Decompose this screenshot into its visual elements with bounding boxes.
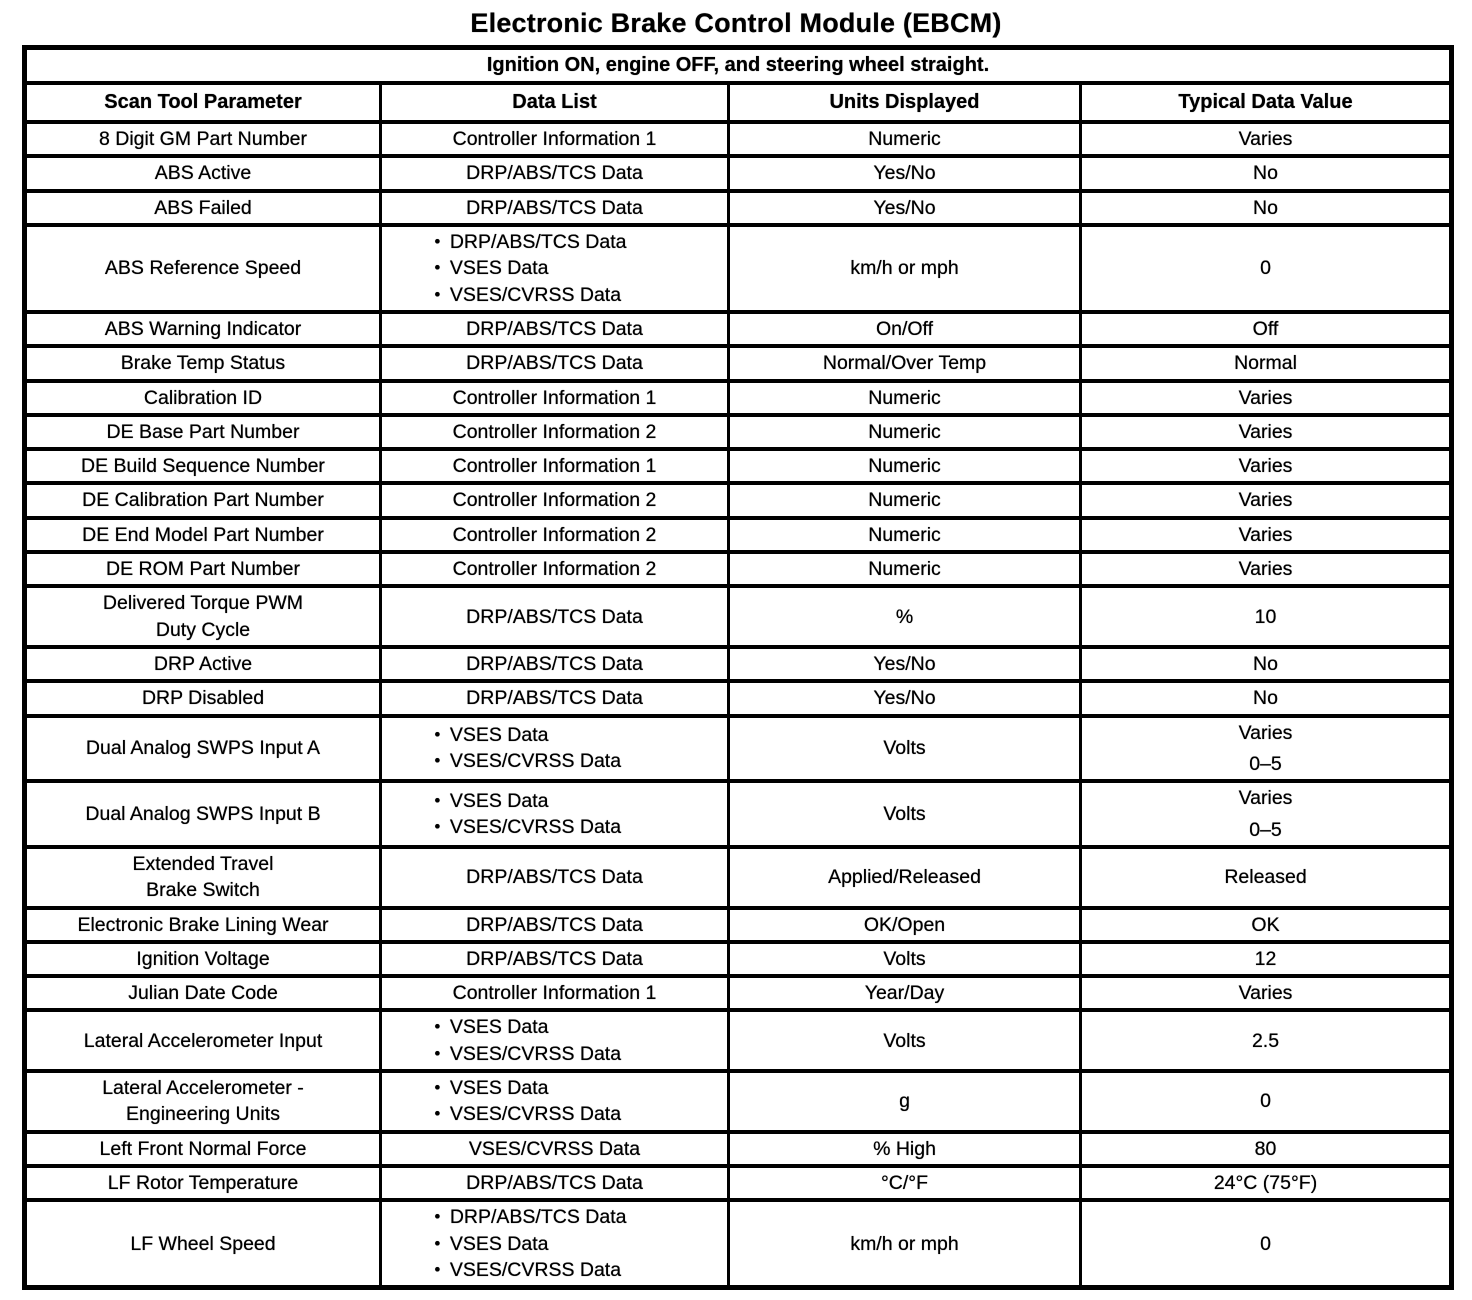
data-list-cell <box>381 381 729 415</box>
data-list-cell <box>381 1010 729 1071</box>
data-list-bullet-item <box>434 722 721 748</box>
param-cell <box>25 225 381 312</box>
table-row <box>25 1010 1452 1071</box>
bullet-icon: • <box>434 1234 441 1253</box>
data-list-text: VSES/CVRSS Data <box>468 1137 641 1160</box>
param-cell <box>25 191 381 225</box>
value-cell <box>1081 781 1452 847</box>
data-list-bullet-item <box>434 1257 721 1283</box>
table-row <box>25 976 1452 1010</box>
data-list-cell <box>381 312 729 346</box>
data-list-cell <box>381 346 729 380</box>
value-cell <box>1081 847 1452 908</box>
value-cell <box>1081 415 1452 449</box>
param-cell <box>25 415 381 449</box>
param-cell <box>25 1071 381 1132</box>
param-line: Calibration ID <box>143 386 263 409</box>
data-list-text: Controller Information 1 <box>452 455 657 478</box>
data-list-text: VSES/CVRSS Data <box>449 816 622 839</box>
test-condition-text: Ignition ON, engine OFF, and steering wheel straight. <box>25 48 1452 84</box>
data-list-text: Controller Information 2 <box>452 558 657 581</box>
value-line: Varies <box>1238 787 1293 810</box>
data-list-bullet-item <box>434 255 721 281</box>
data-list-text: DRP/ABS/TCS Data <box>466 866 643 889</box>
data-list-text: DRP/ABS/TCS Data <box>466 352 643 375</box>
value-cell <box>1081 647 1452 681</box>
data-list-cell <box>381 1132 729 1166</box>
data-list-text: VSES/CVRSS Data <box>449 1103 622 1126</box>
value-line: 2.5 <box>1251 1029 1280 1052</box>
data-list-bullet-item <box>434 1014 721 1040</box>
value-line: Varies <box>1238 721 1293 744</box>
value-line: Off <box>1252 317 1279 340</box>
table-row <box>25 781 1452 847</box>
param-line: ABS Failed <box>154 196 252 219</box>
units-cell: Volts <box>729 781 1081 847</box>
data-list-text: DRP/ABS/TCS Data <box>449 1206 627 1229</box>
data-list-text: DRP/ABS/TCS Data <box>466 605 643 628</box>
data-list-cell <box>381 483 729 517</box>
col-header-scan-tool-parameter: Scan Tool Parameter <box>25 83 381 122</box>
units-cell: Numeric <box>729 122 1081 156</box>
param-line: Duty Cycle <box>155 618 251 641</box>
table-row <box>25 716 1452 782</box>
data-list-text: VSES Data <box>449 257 549 280</box>
table-row <box>25 156 1452 190</box>
param-cell <box>25 908 381 942</box>
data-list-text: Controller Information 2 <box>452 489 657 512</box>
data-list-bullet-item <box>434 1075 721 1101</box>
param-cell <box>25 122 381 156</box>
value-line: No <box>1253 687 1278 710</box>
data-list-cell <box>381 976 729 1010</box>
value-cell <box>1081 156 1452 190</box>
param-line: Brake Switch <box>146 879 260 902</box>
bullet-icon: • <box>434 285 441 304</box>
value-line: 12 <box>1254 947 1277 970</box>
data-list-text: DRP/ABS/TCS Data <box>466 687 643 710</box>
value-line: 24°C (75°F) <box>1213 1172 1318 1194</box>
value-line: 0 <box>1260 1232 1271 1255</box>
units-cell: Yes/No <box>729 156 1081 190</box>
data-list-bullet-item <box>434 748 721 774</box>
bullet-icon: • <box>434 1044 441 1064</box>
data-list-cell <box>381 449 729 483</box>
data-list-cell <box>381 586 729 647</box>
value-cell <box>1081 1132 1452 1166</box>
param-line: Dual Analog SWPS Input B <box>85 802 321 825</box>
param-cell <box>25 381 381 415</box>
value-line: No <box>1253 162 1278 185</box>
data-list-cell <box>381 908 729 942</box>
value-cell <box>1081 449 1452 483</box>
table-row <box>25 647 1452 681</box>
units-cell: Volts <box>729 942 1081 976</box>
param-cell <box>25 518 381 552</box>
bullet-icon: • <box>434 1260 441 1280</box>
table-row <box>25 191 1452 225</box>
data-list-bullet-item <box>434 814 721 840</box>
table-row <box>25 449 1452 483</box>
data-list-cell <box>381 225 729 312</box>
units-cell: °C/°F <box>729 1166 1081 1200</box>
data-list-text: VSES Data <box>449 1232 549 1255</box>
param-cell <box>25 847 381 908</box>
data-list-text: Controller Information 2 <box>452 420 657 443</box>
param-line: Dual Analog SWPS Input A <box>85 737 321 760</box>
units-cell: On/Off <box>729 312 1081 346</box>
param-line: Julian Date Code <box>128 982 278 1005</box>
param-cell <box>25 647 381 681</box>
data-list-bullet-item <box>434 788 721 814</box>
value-cell <box>1081 1166 1452 1200</box>
data-list-text: VSES Data <box>449 724 549 747</box>
param-cell <box>25 1200 381 1287</box>
param-line: DE ROM Part Number <box>106 558 300 581</box>
param-cell <box>25 716 381 782</box>
data-list-cell <box>381 1166 729 1200</box>
value-cell <box>1081 1010 1452 1071</box>
table-row <box>25 1200 1452 1287</box>
data-list-text: VSES/CVRSS Data <box>449 1042 622 1065</box>
param-line: ABS Warning Indicator <box>104 317 302 340</box>
value-cell <box>1081 346 1452 380</box>
units-cell: Numeric <box>729 449 1081 483</box>
param-cell <box>25 681 381 715</box>
data-list-text: VSES/CVRSS Data <box>449 283 622 306</box>
value-line: Varies <box>1238 386 1293 409</box>
table-row <box>25 483 1452 517</box>
data-list-text: DRP/ABS/TCS Data <box>466 196 643 219</box>
param-line: Engineering Units <box>126 1103 280 1126</box>
value-cell <box>1081 586 1452 647</box>
value-line: Normal <box>1234 352 1297 375</box>
page-title: Electronic Brake Control Module (EBCM) <box>470 8 1002 38</box>
data-list-text: Controller Information 1 <box>452 386 657 409</box>
value-cell <box>1081 681 1452 715</box>
param-line: LF Wheel Speed <box>130 1232 276 1255</box>
data-list-cell <box>381 415 729 449</box>
units-cell: Numeric <box>729 415 1081 449</box>
value-line: 0 <box>1260 1090 1271 1113</box>
condition-row <box>25 48 1452 84</box>
param-line: ABS Active <box>154 162 252 185</box>
units-cell: Applied/Released <box>729 847 1081 908</box>
value-line: Varies <box>1238 489 1293 512</box>
page <box>22 0 1450 1290</box>
data-list-text: Controller Information 1 <box>452 128 657 150</box>
table-row <box>25 381 1452 415</box>
bullet-icon: • <box>434 725 441 745</box>
value-cell <box>1081 942 1452 976</box>
value-cell <box>1081 976 1452 1010</box>
table-row <box>25 518 1452 552</box>
table-row <box>25 225 1452 312</box>
bullet-icon: • <box>434 258 441 278</box>
value-line: No <box>1253 196 1278 219</box>
units-cell: Yes/No <box>729 191 1081 225</box>
param-cell <box>25 312 381 346</box>
param-cell <box>25 976 381 1010</box>
value-line: 0–5 <box>1249 818 1282 841</box>
value-cell <box>1081 122 1452 156</box>
data-list-text: VSES Data <box>449 1077 549 1100</box>
data-list-text: VSES Data <box>449 789 549 812</box>
param-line: ABS Reference Speed <box>104 257 302 280</box>
ebcm-scan-tool-table <box>22 45 1454 1290</box>
table-row <box>25 312 1452 346</box>
data-list-text: DRP/ABS/TCS Data <box>466 653 643 675</box>
bullet-icon: • <box>434 752 441 771</box>
bullet-icon: • <box>434 1105 441 1124</box>
value-line: Varies <box>1238 420 1293 443</box>
units-cell: Numeric <box>729 483 1081 517</box>
data-list-text: Controller Information 2 <box>452 523 657 546</box>
value-cell <box>1081 1071 1452 1132</box>
value-line: 80 <box>1254 1137 1277 1160</box>
param-line: DE Base Part Number <box>106 420 300 443</box>
units-cell: Volts <box>729 716 1081 782</box>
value-cell <box>1081 483 1452 517</box>
table-row <box>25 1071 1452 1132</box>
value-cell <box>1081 191 1452 225</box>
data-list-cell <box>381 1071 729 1132</box>
bullet-icon: • <box>434 791 441 811</box>
data-list-cell <box>381 647 729 681</box>
data-list-cell <box>381 518 729 552</box>
table-row <box>25 942 1452 976</box>
value-cell <box>1081 552 1452 586</box>
col-header-typical-data-value: Typical Data Value <box>1081 83 1452 122</box>
value-line: Varies <box>1238 982 1293 1005</box>
units-cell: Year/Day <box>729 976 1081 1010</box>
table-body <box>25 122 1452 1288</box>
table-row <box>25 586 1452 647</box>
data-list-cell <box>381 781 729 847</box>
param-cell <box>25 942 381 976</box>
param-cell <box>25 552 381 586</box>
data-list-cell <box>381 847 729 908</box>
table-row <box>25 847 1452 908</box>
col-header-data-list: Data List <box>381 83 729 122</box>
value-cell <box>1081 1200 1452 1287</box>
bullet-icon: • <box>434 817 441 837</box>
bullet-icon: • <box>434 1078 441 1098</box>
bullet-icon: • <box>434 232 441 252</box>
units-cell: km/h or mph <box>729 225 1081 312</box>
units-cell: Normal/Over Temp <box>729 346 1081 380</box>
data-list-bullet-item <box>434 282 721 308</box>
param-cell <box>25 1132 381 1166</box>
units-cell: Numeric <box>729 381 1081 415</box>
data-list-cell <box>381 942 729 976</box>
data-list-text: VSES/CVRSS Data <box>449 750 622 773</box>
units-cell: g <box>729 1071 1081 1132</box>
col-header-units-displayed: Units Displayed <box>729 83 1081 122</box>
data-list-text: DRP/ABS/TCS Data <box>466 1172 643 1194</box>
data-list-bullet-item <box>434 1231 721 1257</box>
param-line: Lateral Accelerometer Input <box>83 1029 323 1052</box>
param-line: DE Calibration Part Number <box>82 489 324 512</box>
param-cell <box>25 1166 381 1200</box>
data-list-cell <box>381 716 729 782</box>
units-cell: % High <box>729 1132 1081 1166</box>
value-line: Varies <box>1238 523 1293 546</box>
param-line: Electronic Brake Lining Wear <box>77 913 329 936</box>
data-list-cell <box>381 552 729 586</box>
units-cell: Numeric <box>729 552 1081 586</box>
param-cell <box>25 781 381 847</box>
table-row <box>25 415 1452 449</box>
data-list-cell <box>381 156 729 190</box>
param-cell <box>25 483 381 517</box>
data-list-text: DRP/ABS/TCS Data <box>466 317 643 340</box>
data-list-text: Controller Information 1 <box>452 982 657 1005</box>
data-list-text: DRP/ABS/TCS Data <box>466 162 643 185</box>
value-cell <box>1081 312 1452 346</box>
param-line: DRP Active <box>153 653 253 675</box>
table-row <box>25 908 1452 942</box>
value-cell <box>1081 518 1452 552</box>
header-row <box>25 83 1452 122</box>
data-list-bullet-item <box>434 1204 721 1230</box>
param-line: DE Build Sequence Number <box>81 455 325 478</box>
value-line: OK <box>1251 913 1280 936</box>
data-list-text: VSES Data <box>449 1016 549 1039</box>
units-cell: OK/Open <box>729 908 1081 942</box>
value-line: Varies <box>1238 558 1293 581</box>
param-cell <box>25 156 381 190</box>
data-list-bullet-item <box>434 1041 721 1067</box>
data-list-cell <box>381 1200 729 1287</box>
bullet-icon: • <box>434 1207 441 1227</box>
value-cell <box>1081 908 1452 942</box>
param-cell <box>25 346 381 380</box>
value-cell <box>1081 225 1452 312</box>
param-line: DE End Model Part Number <box>82 523 324 546</box>
value-cell <box>1081 381 1452 415</box>
value-line: 10 <box>1254 605 1277 628</box>
table-row <box>25 1132 1452 1166</box>
data-list-cell <box>381 681 729 715</box>
param-line: Ignition Voltage <box>136 947 270 970</box>
data-list-cell <box>381 122 729 156</box>
units-cell: km/h or mph <box>729 1200 1081 1287</box>
value-line: Released <box>1224 866 1307 889</box>
table-row <box>25 122 1452 156</box>
param-line: Lateral Accelerometer - <box>102 1077 304 1100</box>
param-line: Left Front Normal Force <box>99 1137 307 1160</box>
data-list-text: DRP/ABS/TCS Data <box>449 230 627 253</box>
bullet-icon: • <box>434 1018 441 1037</box>
param-cell <box>25 449 381 483</box>
table-row <box>25 681 1452 715</box>
param-line: DRP Disabled <box>141 687 265 710</box>
table-row <box>25 1166 1452 1200</box>
value-line: 0 <box>1260 257 1271 280</box>
param-cell <box>25 1010 381 1071</box>
param-line: Extended Travel <box>132 852 274 875</box>
units-cell: Yes/No <box>729 681 1081 715</box>
units-cell: Yes/No <box>729 647 1081 681</box>
param-cell <box>25 586 381 647</box>
data-list-text: DRP/ABS/TCS Data <box>466 913 643 936</box>
param-line: LF Rotor Temperature <box>107 1172 299 1194</box>
table-row <box>25 346 1452 380</box>
param-line: 8 Digit GM Part Number <box>98 128 308 150</box>
table-row <box>25 552 1452 586</box>
value-line: 0–5 <box>1249 752 1282 775</box>
value-line: Varies <box>1238 455 1293 478</box>
data-list-text: VSES/CVRSS Data <box>449 1258 622 1281</box>
units-cell: Volts <box>729 1010 1081 1071</box>
units-cell: Numeric <box>729 518 1081 552</box>
param-line: Brake Temp Status <box>120 352 286 375</box>
units-cell: % <box>729 586 1081 647</box>
data-list-bullet-item <box>434 1101 721 1127</box>
value-line: Varies <box>1238 128 1293 150</box>
value-cell <box>1081 716 1452 782</box>
data-list-text: DRP/ABS/TCS Data <box>466 947 643 970</box>
data-list-bullet-item <box>434 229 721 255</box>
data-list-cell <box>381 191 729 225</box>
param-line: Delivered Torque PWM <box>102 592 304 615</box>
value-line: No <box>1253 653 1278 675</box>
